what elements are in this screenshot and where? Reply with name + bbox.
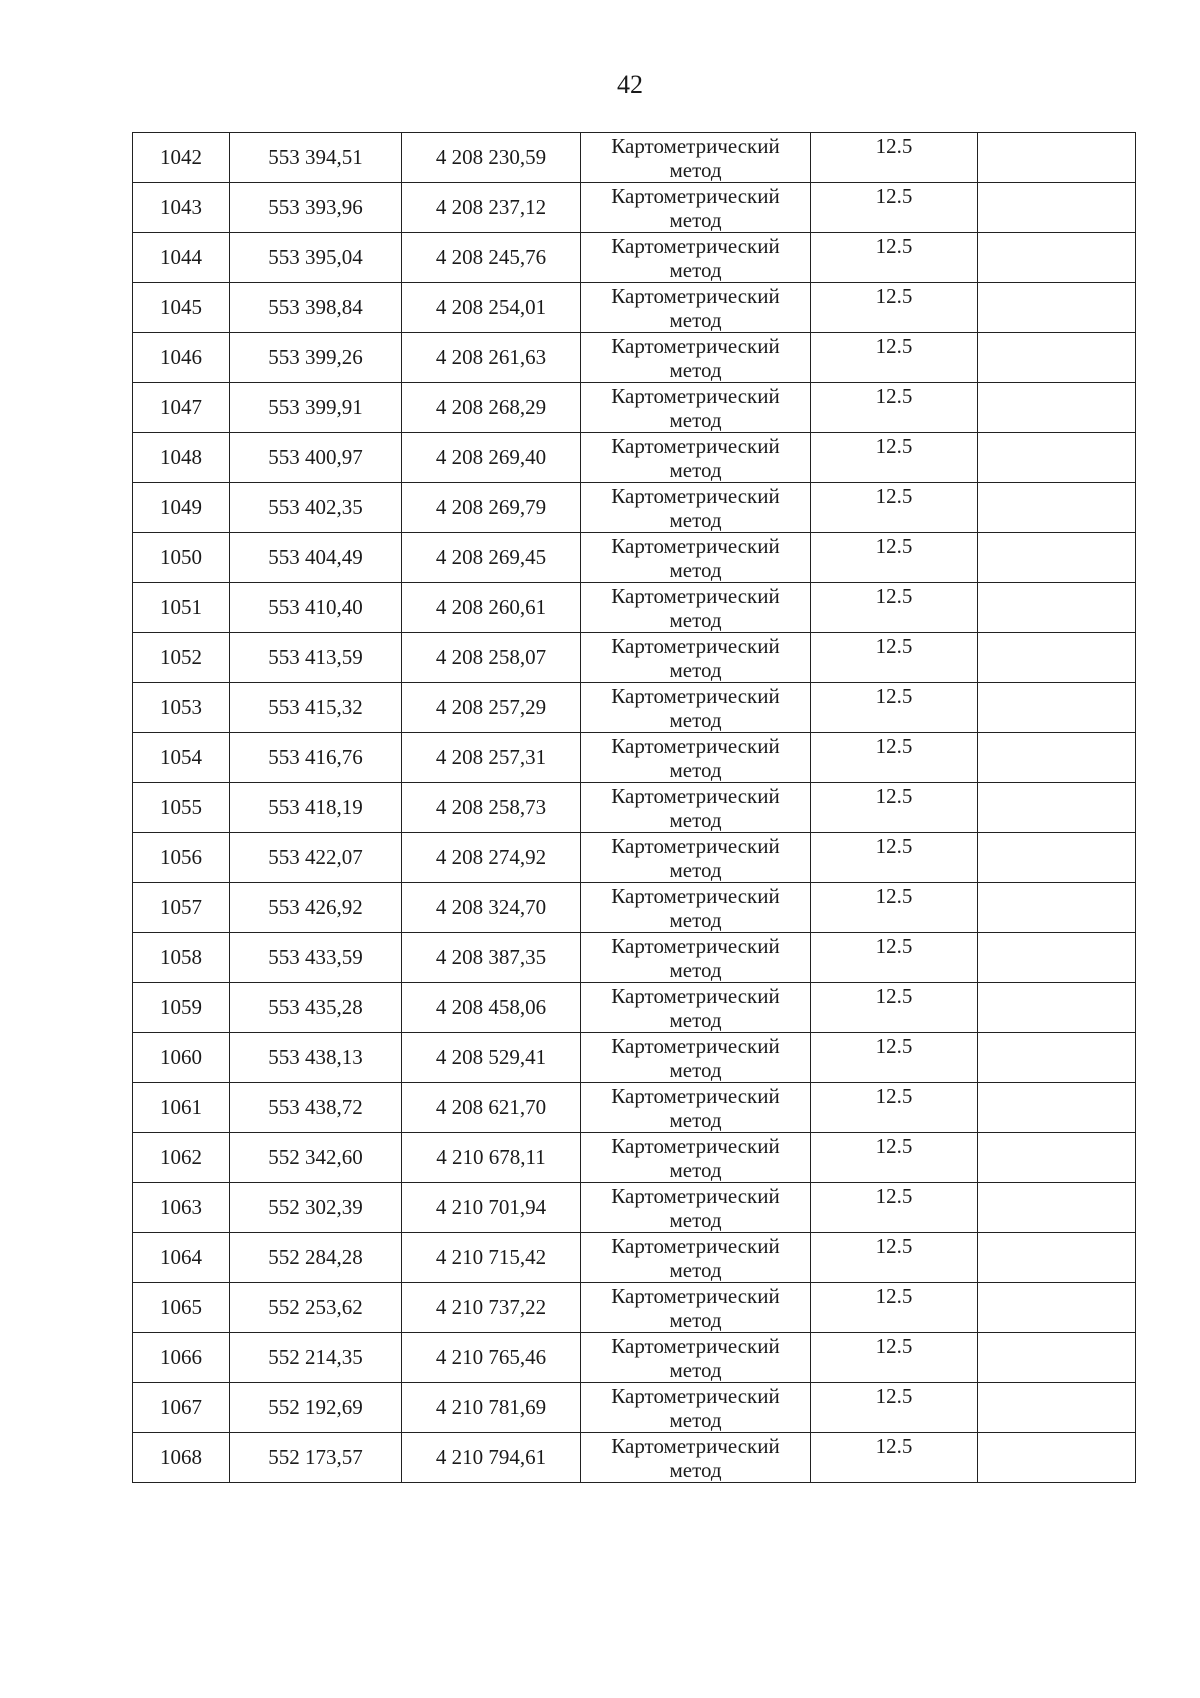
accuracy-cell: 12.5: [811, 533, 978, 583]
point-number-cell: 1068: [133, 1433, 230, 1483]
method-cell: [581, 233, 811, 283]
table-row: [133, 1183, 1136, 1233]
method-line-1: Картометрический: [611, 834, 780, 858]
x-coordinate-cell: 552 173,57: [230, 1433, 402, 1483]
method-line-1: Картометрический: [611, 684, 780, 708]
point-number-cell: 1048: [133, 433, 230, 483]
method-cell: [581, 283, 811, 333]
table-row: [133, 983, 1136, 1033]
accuracy-cell: 12.5: [811, 1383, 978, 1433]
method-line-1: Картометрический: [611, 284, 780, 308]
point-number-cell: 1064: [133, 1233, 230, 1283]
x-coordinate-cell: 553 426,92: [230, 883, 402, 933]
empty-cell: [978, 683, 1136, 733]
point-number-cell: 1060: [133, 1033, 230, 1083]
empty-cell: [978, 1333, 1136, 1383]
point-number-cell: 1042: [133, 133, 230, 183]
table-row: [133, 1133, 1136, 1183]
point-number-cell: 1053: [133, 683, 230, 733]
x-coordinate-cell: 553 393,96: [230, 183, 402, 233]
y-coordinate-cell: 4 208 245,76: [402, 233, 581, 283]
y-coordinate-cell: 4 208 269,79: [402, 483, 581, 533]
accuracy-cell: 12.5: [811, 183, 978, 233]
accuracy-cell: 12.5: [811, 333, 978, 383]
method-line-2: метод: [669, 458, 722, 482]
y-coordinate-cell: 4 208 274,92: [402, 833, 581, 883]
empty-cell: [978, 1183, 1136, 1233]
table-row: [133, 733, 1136, 783]
empty-cell: [978, 733, 1136, 783]
table-row: [133, 1083, 1136, 1133]
method-line-2: метод: [669, 558, 722, 582]
table-row: [133, 233, 1136, 283]
method-line-2: метод: [669, 808, 722, 832]
method-line-1: Картометрический: [611, 1434, 780, 1458]
x-coordinate-cell: 553 438,72: [230, 1083, 402, 1133]
point-number-cell: 1044: [133, 233, 230, 283]
method-cell: [581, 1433, 811, 1483]
method-cell: [581, 633, 811, 683]
method-line-2: метод: [669, 1208, 722, 1232]
method-line-1: Картометрический: [611, 184, 780, 208]
method-line-2: метод: [669, 1008, 722, 1032]
table-row: [133, 1033, 1136, 1083]
x-coordinate-cell: 552 302,39: [230, 1183, 402, 1233]
accuracy-cell: 12.5: [811, 1033, 978, 1083]
method-line-2: метод: [669, 1158, 722, 1182]
point-number-cell: 1061: [133, 1083, 230, 1133]
y-coordinate-cell: 4 208 268,29: [402, 383, 581, 433]
empty-cell: [978, 483, 1136, 533]
table-row: [133, 883, 1136, 933]
y-coordinate-cell: 4 208 261,63: [402, 333, 581, 383]
method-line-1: Картометрический: [611, 1384, 780, 1408]
method-line-2: метод: [669, 1108, 722, 1132]
y-coordinate-cell: 4 210 701,94: [402, 1183, 581, 1233]
x-coordinate-cell: 552 284,28: [230, 1233, 402, 1283]
method-line-1: Картометрический: [611, 1234, 780, 1258]
y-coordinate-cell: 4 208 257,29: [402, 683, 581, 733]
method-line-2: метод: [669, 1258, 722, 1282]
accuracy-cell: 12.5: [811, 883, 978, 933]
y-coordinate-cell: 4 208 260,61: [402, 583, 581, 633]
method-line-1: Картометрический: [611, 134, 780, 158]
method-line-1: Картометрический: [611, 1284, 780, 1308]
table-row: [133, 333, 1136, 383]
y-coordinate-cell: 4 210 794,61: [402, 1433, 581, 1483]
method-line-2: метод: [669, 1358, 722, 1382]
accuracy-cell: 12.5: [811, 1433, 978, 1483]
method-line-1: Картометрический: [611, 484, 780, 508]
method-cell: [581, 1033, 811, 1083]
method-cell: [581, 533, 811, 583]
y-coordinate-cell: 4 210 715,42: [402, 1233, 581, 1283]
empty-cell: [978, 183, 1136, 233]
accuracy-cell: 12.5: [811, 483, 978, 533]
method-cell: [581, 1333, 811, 1383]
point-number-cell: 1058: [133, 933, 230, 983]
empty-cell: [978, 233, 1136, 283]
table-row: [133, 483, 1136, 533]
x-coordinate-cell: 553 404,49: [230, 533, 402, 583]
coordinates-table: [132, 132, 1136, 1483]
y-coordinate-cell: 4 210 737,22: [402, 1283, 581, 1333]
method-line-2: метод: [669, 1058, 722, 1082]
y-coordinate-cell: 4 208 237,12: [402, 183, 581, 233]
method-cell: [581, 683, 811, 733]
accuracy-cell: 12.5: [811, 1183, 978, 1233]
method-cell: [581, 1083, 811, 1133]
method-line-1: Картометрический: [611, 934, 780, 958]
method-line-1: Картометрический: [611, 1034, 780, 1058]
method-cell: [581, 1283, 811, 1333]
point-number-cell: 1045: [133, 283, 230, 333]
method-line-2: метод: [669, 258, 722, 282]
table-row: [133, 583, 1136, 633]
point-number-cell: 1051: [133, 583, 230, 633]
method-line-2: метод: [669, 1408, 722, 1432]
method-cell: [581, 333, 811, 383]
method-cell: [581, 383, 811, 433]
point-number-cell: 1055: [133, 783, 230, 833]
point-number-cell: 1043: [133, 183, 230, 233]
accuracy-cell: 12.5: [811, 983, 978, 1033]
x-coordinate-cell: 553 400,97: [230, 433, 402, 483]
method-cell: [581, 1383, 811, 1433]
table-row: [133, 683, 1136, 733]
accuracy-cell: 12.5: [811, 783, 978, 833]
method-cell: [581, 583, 811, 633]
empty-cell: [978, 933, 1136, 983]
point-number-cell: 1052: [133, 633, 230, 683]
x-coordinate-cell: 553 395,04: [230, 233, 402, 283]
x-coordinate-cell: 553 410,40: [230, 583, 402, 633]
point-number-cell: 1057: [133, 883, 230, 933]
accuracy-cell: 12.5: [811, 1283, 978, 1333]
x-coordinate-cell: 553 415,32: [230, 683, 402, 733]
method-line-1: Картометрический: [611, 1184, 780, 1208]
method-line-1: Картометрический: [611, 584, 780, 608]
y-coordinate-cell: 4 208 529,41: [402, 1033, 581, 1083]
point-number-cell: 1066: [133, 1333, 230, 1383]
x-coordinate-cell: 553 399,26: [230, 333, 402, 383]
empty-cell: [978, 333, 1136, 383]
table-row: [133, 1233, 1136, 1283]
table-row: [133, 1333, 1136, 1383]
table-row: [133, 833, 1136, 883]
empty-cell: [978, 1133, 1136, 1183]
method-cell: [581, 1233, 811, 1283]
point-number-cell: 1059: [133, 983, 230, 1033]
accuracy-cell: 12.5: [811, 933, 978, 983]
method-cell: [581, 833, 811, 883]
empty-cell: [978, 833, 1136, 883]
table-row: [133, 1383, 1136, 1433]
table-row: [133, 633, 1136, 683]
table-row: [133, 383, 1136, 433]
table-row: [133, 433, 1136, 483]
method-line-2: метод: [669, 208, 722, 232]
method-line-1: Картометрический: [611, 384, 780, 408]
x-coordinate-cell: 553 399,91: [230, 383, 402, 433]
x-coordinate-cell: 553 438,13: [230, 1033, 402, 1083]
point-number-cell: 1056: [133, 833, 230, 883]
method-cell: [581, 733, 811, 783]
x-coordinate-cell: 552 214,35: [230, 1333, 402, 1383]
empty-cell: [978, 633, 1136, 683]
table-row: [133, 533, 1136, 583]
method-cell: [581, 1133, 811, 1183]
empty-cell: [978, 883, 1136, 933]
accuracy-cell: 12.5: [811, 583, 978, 633]
y-coordinate-cell: 4 208 258,07: [402, 633, 581, 683]
empty-cell: [978, 133, 1136, 183]
empty-cell: [978, 983, 1136, 1033]
method-line-2: метод: [669, 658, 722, 682]
method-line-1: Картометрический: [611, 634, 780, 658]
x-coordinate-cell: 553 435,28: [230, 983, 402, 1033]
accuracy-cell: 12.5: [811, 1333, 978, 1383]
accuracy-cell: 12.5: [811, 633, 978, 683]
empty-cell: [978, 1233, 1136, 1283]
accuracy-cell: 12.5: [811, 833, 978, 883]
y-coordinate-cell: 4 208 621,70: [402, 1083, 581, 1133]
x-coordinate-cell: 553 402,35: [230, 483, 402, 533]
point-number-cell: 1067: [133, 1383, 230, 1433]
method-line-2: метод: [669, 1458, 722, 1482]
method-line-1: Картометрический: [611, 334, 780, 358]
method-cell: [581, 783, 811, 833]
method-cell: [581, 883, 811, 933]
empty-cell: [978, 283, 1136, 333]
y-coordinate-cell: 4 208 258,73: [402, 783, 581, 833]
accuracy-cell: 12.5: [811, 133, 978, 183]
method-cell: [581, 933, 811, 983]
method-line-1: Картометрический: [611, 1084, 780, 1108]
x-coordinate-cell: 553 416,76: [230, 733, 402, 783]
y-coordinate-cell: 4 210 781,69: [402, 1383, 581, 1433]
method-cell: [581, 183, 811, 233]
empty-cell: [978, 1283, 1136, 1333]
point-number-cell: 1062: [133, 1133, 230, 1183]
method-line-2: метод: [669, 608, 722, 632]
point-number-cell: 1046: [133, 333, 230, 383]
coordinates-table-body: [133, 133, 1136, 1483]
method-line-1: Картометрический: [611, 984, 780, 1008]
accuracy-cell: 12.5: [811, 733, 978, 783]
method-line-2: метод: [669, 708, 722, 732]
method-line-1: Картометрический: [611, 734, 780, 758]
empty-cell: [978, 783, 1136, 833]
method-line-2: метод: [669, 1308, 722, 1332]
y-coordinate-cell: 4 208 254,01: [402, 283, 581, 333]
empty-cell: [978, 433, 1136, 483]
y-coordinate-cell: 4 208 230,59: [402, 133, 581, 183]
point-number-cell: 1054: [133, 733, 230, 783]
y-coordinate-cell: 4 208 324,70: [402, 883, 581, 933]
y-coordinate-cell: 4 210 678,11: [402, 1133, 581, 1183]
page-number: 42: [617, 70, 643, 99]
table-row: [133, 1433, 1136, 1483]
table-row: [133, 1283, 1136, 1333]
x-coordinate-cell: 552 253,62: [230, 1283, 402, 1333]
method-line-1: Картометрический: [611, 884, 780, 908]
method-line-2: метод: [669, 758, 722, 782]
table-row: [133, 133, 1136, 183]
x-coordinate-cell: 553 433,59: [230, 933, 402, 983]
point-number-cell: 1063: [133, 1183, 230, 1233]
y-coordinate-cell: 4 208 458,06: [402, 983, 581, 1033]
method-line-2: метод: [669, 358, 722, 382]
method-line-1: Картометрический: [611, 784, 780, 808]
point-number-cell: 1047: [133, 383, 230, 433]
method-line-2: метод: [669, 158, 722, 182]
y-coordinate-cell: 4 208 257,31: [402, 733, 581, 783]
empty-cell: [978, 583, 1136, 633]
method-line-1: Картометрический: [611, 434, 780, 458]
method-line-2: метод: [669, 508, 722, 532]
y-coordinate-cell: 4 208 269,45: [402, 533, 581, 583]
accuracy-cell: 12.5: [811, 1133, 978, 1183]
method-cell: [581, 483, 811, 533]
empty-cell: [978, 533, 1136, 583]
x-coordinate-cell: 552 192,69: [230, 1383, 402, 1433]
accuracy-cell: 12.5: [811, 383, 978, 433]
x-coordinate-cell: 553 413,59: [230, 633, 402, 683]
method-cell: [581, 133, 811, 183]
empty-cell: [978, 1083, 1136, 1133]
x-coordinate-cell: 553 422,07: [230, 833, 402, 883]
accuracy-cell: 12.5: [811, 283, 978, 333]
accuracy-cell: 12.5: [811, 1083, 978, 1133]
x-coordinate-cell: 553 418,19: [230, 783, 402, 833]
x-coordinate-cell: 553 394,51: [230, 133, 402, 183]
empty-cell: [978, 1383, 1136, 1433]
y-coordinate-cell: 4 208 269,40: [402, 433, 581, 483]
accuracy-cell: 12.5: [811, 1233, 978, 1283]
method-cell: [581, 983, 811, 1033]
method-line-2: метод: [669, 308, 722, 332]
method-line-2: метод: [669, 408, 722, 432]
empty-cell: [978, 1433, 1136, 1483]
y-coordinate-cell: 4 210 765,46: [402, 1333, 581, 1383]
point-number-cell: 1049: [133, 483, 230, 533]
point-number-cell: 1050: [133, 533, 230, 583]
x-coordinate-cell: 552 342,60: [230, 1133, 402, 1183]
table-row: [133, 933, 1136, 983]
table-row: [133, 783, 1136, 833]
y-coordinate-cell: 4 208 387,35: [402, 933, 581, 983]
empty-cell: [978, 383, 1136, 433]
accuracy-cell: 12.5: [811, 683, 978, 733]
method-line-1: Картометрический: [611, 234, 780, 258]
table-row: [133, 183, 1136, 233]
method-line-1: Картометрический: [611, 1134, 780, 1158]
point-number-cell: 1065: [133, 1283, 230, 1333]
method-cell: [581, 1183, 811, 1233]
method-line-1: Картометрический: [611, 1334, 780, 1358]
method-line-2: метод: [669, 908, 722, 932]
accuracy-cell: 12.5: [811, 233, 978, 283]
accuracy-cell: 12.5: [811, 433, 978, 483]
method-line-2: метод: [669, 958, 722, 982]
table-row: [133, 283, 1136, 333]
method-line-2: метод: [669, 858, 722, 882]
method-cell: [581, 433, 811, 483]
x-coordinate-cell: 553 398,84: [230, 283, 402, 333]
empty-cell: [978, 1033, 1136, 1083]
method-line-1: Картометрический: [611, 534, 780, 558]
